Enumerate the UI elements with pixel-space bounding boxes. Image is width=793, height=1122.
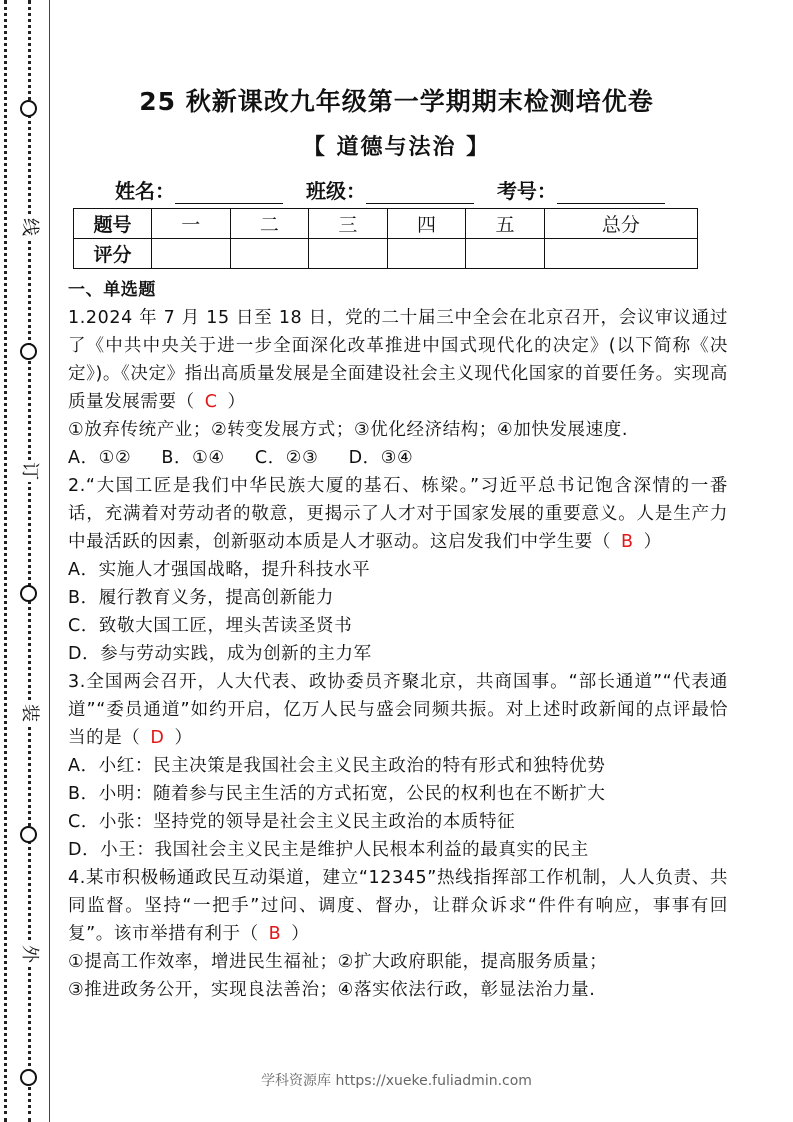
score-cell: 一 [152, 209, 231, 239]
score-cell: 二 [230, 209, 309, 239]
page-title: 25 秋新课改九年级第一学期期末检测培优卷 [139, 87, 654, 116]
subject-title: 【 道德与法治 】 [302, 135, 491, 160]
score-cell: 五 [466, 209, 545, 239]
question-4-stem [68, 864, 728, 948]
question-text: ） [174, 728, 193, 748]
question-text: 4.某市积极畅通政民互动渠道，建立“12345”热线指挥部工作机制，人人负责、共同监督。坚持“一把手”过问、调度、督办，让群众诉求“件件有响应，事事有回复”。该市举措有利于（ [68, 868, 728, 944]
option-c: C．②③ [254, 448, 319, 468]
score-input-cell[interactable] [230, 239, 309, 269]
outer-dotted-line [4, 0, 7, 1122]
binding-ring-icon [20, 585, 37, 602]
score-cell: 题号 [74, 209, 152, 239]
answer-mark: B [268, 924, 282, 944]
name-blank[interactable] [175, 181, 283, 204]
binding-ring-icon [20, 343, 37, 360]
section-title: 一、单选题 [68, 280, 156, 300]
question-3-stem [68, 668, 728, 752]
option-c: C．小张：坚持党的领导是社会主义民主政治的本质特征 [68, 812, 516, 832]
margin-char-zhuang: 装 [19, 704, 40, 722]
question-4-items-a: ①提高工作效率，增进民生福祉；②扩大政府职能，提高服务质量； [68, 952, 608, 972]
question-text: 1.2024 年 7 月 15 日至 18 日，党的二十届三中全会在北京召开，会议审议通过了《中共中央关于进一步全面深化改革推进中国式现代化的决定》(以下简称《决定》)。《决定》指出高质量发展是全面建设社会主义现代化国家的首要任务。实现高质量发展需要（ [68, 308, 728, 412]
option-c: C．致敬大国工匠，埋头苦读圣贤书 [68, 616, 353, 636]
student-info-line [115, 175, 681, 204]
option-b: B．小明：随着参与民主生活的方式拓宽，公民的权利也在不断扩大 [68, 784, 606, 804]
binding-margin [0, 0, 50, 1122]
question-text: 3.全国两会召开，人大代表、政协委员齐聚北京，共商国事。“部长通道”“代表通道”“委员通道”如约开启，亿万人民与盛会同频共振。对上述时政新闻的点评最恰当的是（ [68, 672, 728, 748]
score-table-header-row [74, 209, 698, 239]
binding-ring-icon [20, 826, 37, 843]
score-cell: 评分 [74, 239, 152, 269]
score-input-cell[interactable] [152, 239, 231, 269]
class-blank[interactable] [366, 181, 474, 204]
score-input-cell[interactable] [466, 239, 545, 269]
question-2-stem [68, 472, 728, 556]
option-a: A．①② [68, 448, 132, 468]
question-1-items: ①放弃传统产业；②转变发展方式；③优化经济结构；④加快发展速度. [68, 420, 629, 440]
question-text: ） [291, 924, 310, 944]
option-b: B．①④ [161, 448, 225, 468]
question-4-items-b: ③推进政务公开，实现良法善治；④落实依法行政，彰显法治力量. [68, 980, 596, 1000]
exam-no-label: 考号： [496, 179, 557, 203]
exam-no-blank[interactable] [557, 181, 665, 204]
score-input-cell[interactable] [544, 239, 697, 269]
score-cell: 总分 [544, 209, 697, 239]
answer-mark: B [621, 532, 634, 552]
binding-ring-icon [20, 100, 37, 117]
score-cell: 三 [309, 209, 388, 239]
option-d: D．小王：我国社会主义民主是维护人民根本利益的最真实的民主 [68, 840, 589, 860]
margin-char-ding: 订 [19, 462, 40, 480]
question-text: ） [643, 532, 662, 552]
answer-mark: C [204, 392, 218, 412]
option-d: D．参与劳动实践，成为创新的主力军 [68, 644, 372, 664]
score-cell: 四 [387, 209, 466, 239]
question-1-stem [68, 304, 728, 416]
score-input-cell[interactable] [387, 239, 466, 269]
score-table [73, 208, 698, 269]
option-a: A．实施人才强国战略，提升科技水平 [68, 560, 371, 580]
question-text: 2.“大国工匠是我们中华民族大厦的基石、栋梁。”习近平总书记饱含深情的一番话，充满着对劳动者的敬意，更揭示了人才对于国家发展的重要意义。人是生产力中最活跃的因素，创新驱动本质是人才驱动。这启发我们中学生要（ [68, 476, 728, 552]
margin-char-xian: 线 [19, 218, 40, 236]
option-b: B．履行教育义务，提高创新能力 [68, 588, 335, 608]
margin-border-line [49, 0, 50, 1122]
question-text: ） [227, 392, 246, 412]
name-label: 姓名： [115, 179, 175, 203]
score-input-cell[interactable] [309, 239, 388, 269]
question-1-options [68, 444, 728, 472]
score-table-score-row [74, 239, 698, 269]
option-a: A．小红：民主决策是我国社会主义民主政治的特有形式和独特优势 [68, 756, 606, 776]
answer-mark: D [150, 728, 165, 748]
margin-char-wai: 外 [19, 945, 40, 963]
option-d: D．③④ [348, 448, 414, 468]
questions [68, 276, 728, 1004]
class-label: 班级： [305, 179, 366, 203]
footer-watermark: 学科资源库 https://xueke.fuliadmin.com [261, 1073, 532, 1089]
